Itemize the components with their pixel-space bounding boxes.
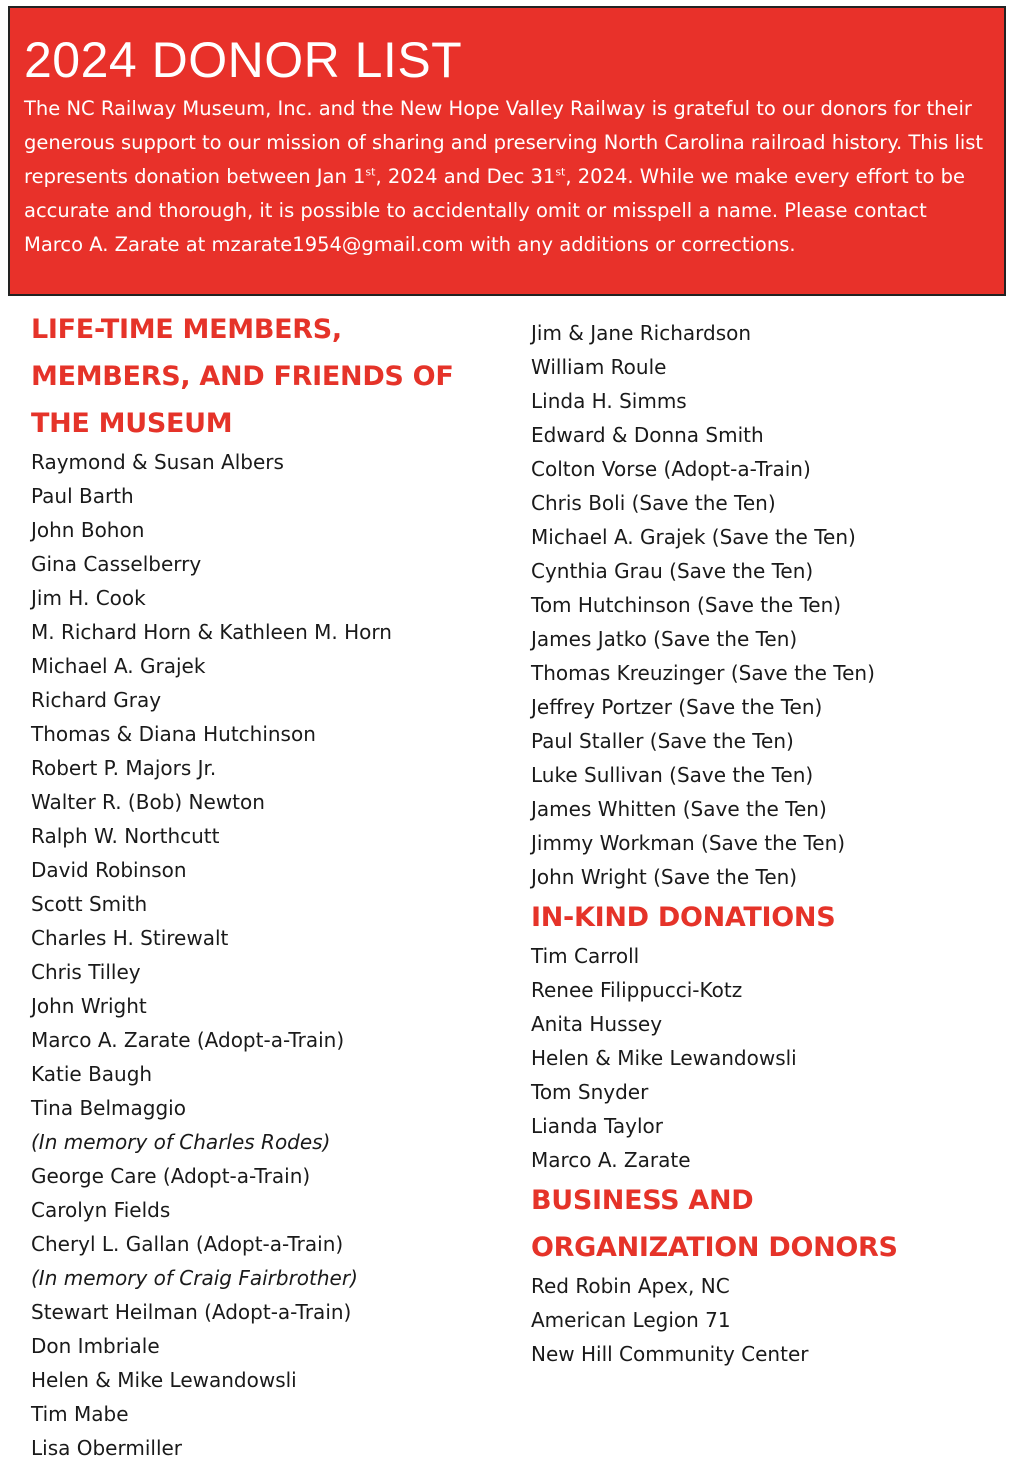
donor-name: Thomas Kreuzinger (Save the Ten) bbox=[531, 661, 875, 685]
donor-name: Michael A. Grajek (Save the Ten) bbox=[531, 525, 856, 549]
donor-name: Tom Hutchinson (Save the Ten) bbox=[531, 593, 842, 617]
donor-name: Lianda Taylor bbox=[531, 1114, 663, 1138]
donor-name: Red Robin Apex, NC bbox=[531, 1274, 730, 1298]
donor-name: Renee Filippucci-Kotz bbox=[531, 978, 743, 1002]
donor-name: Jeffrey Portzer (Save the Ten) bbox=[531, 695, 823, 719]
donor-name: Richard Gray bbox=[31, 688, 162, 712]
donor-name: (In memory of Charles Rodes) bbox=[31, 1130, 331, 1154]
donor-name: Scott Smith bbox=[31, 892, 148, 916]
donor-name: Thomas & Diana Hutchinson bbox=[31, 722, 316, 746]
donor-name: Charles H. Stirewalt bbox=[31, 926, 229, 950]
donor-name: Edward & Donna Smith bbox=[531, 423, 764, 447]
donor-name: Cheryl L. Gallan (Adopt-a-Train) bbox=[31, 1232, 344, 1256]
donor-name: Paul Staller (Save the Ten) bbox=[531, 729, 794, 753]
intro-sup-2: st bbox=[555, 165, 566, 179]
donor-name: John Bohon bbox=[31, 518, 145, 542]
members-list-left bbox=[31, 445, 501, 1465]
donor-name: Tim Mabe bbox=[31, 1402, 129, 1426]
donor-name: David Robinson bbox=[31, 858, 187, 882]
donor-name: Stewart Heilman (Adopt-a-Train) bbox=[31, 1300, 352, 1324]
donor-name: Carolyn Fields bbox=[31, 1198, 171, 1222]
donor-name: Katie Baugh bbox=[31, 1062, 153, 1086]
donor-name: (In memory of Craig Fairbrother) bbox=[31, 1266, 358, 1290]
donor-name: Jim H. Cook bbox=[31, 586, 146, 610]
intro-paragraph bbox=[24, 92, 990, 262]
right-column bbox=[531, 316, 1001, 1371]
donor-name: Marco A. Zarate (Adopt-a-Train) bbox=[31, 1028, 345, 1052]
donor-name: Chris Boli (Save the Ten) bbox=[531, 491, 776, 515]
business-heading-line: BUSINESS AND bbox=[531, 1185, 754, 1216]
members-heading-line: MEMBERS, AND FRIENDS OF bbox=[31, 361, 454, 392]
donor-name: Walter R. (Bob) Newton bbox=[31, 790, 265, 814]
donor-name: Don Imbriale bbox=[31, 1334, 160, 1358]
donor-name: Colton Vorse (Adopt-a-Train) bbox=[531, 457, 811, 481]
donor-name: Tim Carroll bbox=[531, 944, 640, 968]
donor-name: William Roule bbox=[531, 355, 667, 379]
donor-name: James Jatko (Save the Ten) bbox=[531, 627, 798, 651]
donor-name: American Legion 71 bbox=[531, 1308, 731, 1332]
donor-name: Lisa Obermiller bbox=[31, 1436, 183, 1460]
donor-name: Tina Belmaggio bbox=[31, 1096, 186, 1120]
business-heading bbox=[531, 1177, 1001, 1271]
intro-text-3: , 2024. While we make every effort to be accurate and thorough, it is possible to accidentally omit or misspell a name. Please contact Marco A. Zarate at mzarate1954@gmail.com with any additions or corrections. bbox=[24, 165, 966, 256]
donor-name: James Whitten (Save the Ten) bbox=[531, 797, 827, 821]
donor-name: John Wright (Save the Ten) bbox=[531, 865, 798, 889]
donor-name: M. Richard Horn & Kathleen M. Horn bbox=[31, 620, 392, 644]
members-list-right bbox=[531, 316, 1001, 894]
donor-name: Paul Barth bbox=[31, 484, 134, 508]
intro-sup-1: st bbox=[365, 165, 376, 179]
donor-name: Chris Tilley bbox=[31, 960, 141, 984]
intro-text-1: The NC Railway Museum, Inc. and the New Hope Valley Railway is grateful to our donors for their generous support to our mission of sharing and preserving North Carolina railroad history. This list represents donation between Jan 1 bbox=[24, 97, 984, 188]
donor-name: Helen & Mike Lewandowsli bbox=[31, 1368, 297, 1392]
donor-name: Anita Hussey bbox=[531, 1012, 663, 1036]
donor-name: Robert P. Majors Jr. bbox=[31, 756, 217, 780]
in-kind-list bbox=[531, 939, 1001, 1177]
page-title: 2024 DONOR LIST bbox=[24, 32, 463, 88]
donor-name: Helen & Mike Lewandowsli bbox=[531, 1046, 797, 1070]
donor-name: Marco A. Zarate bbox=[531, 1148, 691, 1172]
left-column bbox=[31, 306, 501, 1465]
header-banner bbox=[8, 6, 1006, 296]
donor-name: Michael A. Grajek bbox=[31, 654, 206, 678]
donor-name: Raymond & Susan Albers bbox=[31, 450, 284, 474]
donor-name: Gina Casselberry bbox=[31, 552, 202, 576]
intro-text-2: , 2024 and Dec 31 bbox=[375, 165, 556, 188]
donor-name: Jim & Jane Richardson bbox=[531, 321, 752, 345]
business-heading-line: ORGANIZATION DONORS bbox=[531, 1232, 898, 1263]
donor-name: Luke Sullivan (Save the Ten) bbox=[531, 763, 814, 787]
donor-name: New Hill Community Center bbox=[531, 1342, 809, 1366]
in-kind-heading: IN-KIND DONATIONS bbox=[531, 902, 836, 933]
donor-name: Jimmy Workman (Save the Ten) bbox=[531, 831, 846, 855]
donor-name: Ralph W. Northcutt bbox=[31, 824, 220, 848]
donor-name: Cynthia Grau (Save the Ten) bbox=[531, 559, 814, 583]
donor-name: Linda H. Simms bbox=[531, 389, 687, 413]
donor-name: George Care (Adopt-a-Train) bbox=[31, 1164, 311, 1188]
members-heading-line: THE MUSEUM bbox=[31, 408, 233, 439]
donor-name: John Wright bbox=[31, 994, 147, 1018]
donor-name: Tom Snyder bbox=[531, 1080, 649, 1104]
members-heading bbox=[31, 306, 501, 447]
members-heading-line: LIFE-TIME MEMBERS, bbox=[31, 314, 342, 345]
business-list bbox=[531, 1269, 1001, 1371]
